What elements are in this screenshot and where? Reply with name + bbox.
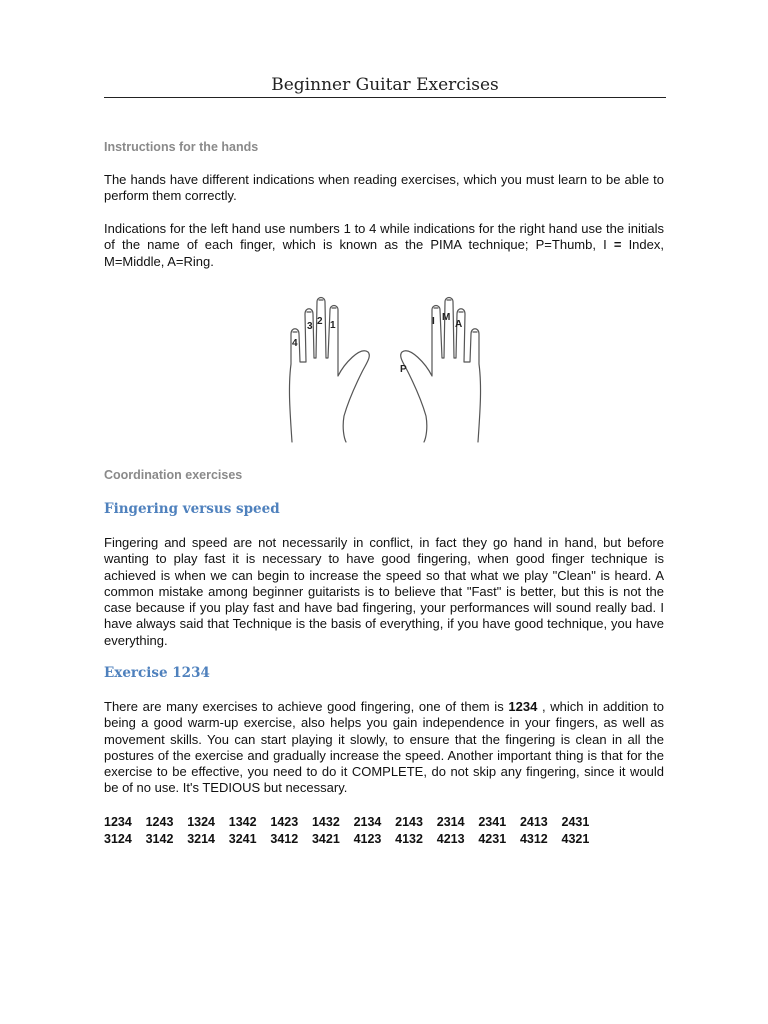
- fingering-combination: 2314: [436, 815, 465, 829]
- fingering-combination: 4132: [395, 832, 423, 846]
- coordination-section-label: Coordination exercises: [104, 468, 243, 482]
- fingering-combination: 4312: [519, 832, 548, 846]
- left-finger-label-1: 1: [330, 320, 336, 331]
- exercise-paragraph-text-b: , which in addition to being a good warm-up exercise, also helps you gain independence in your fingers, as well as movement skills. You can start playing it slowly, to ensure that the fingering is clean in all the postures of the exercise and gradually increase the speed. Another important thing is that for the exercise to be effective, you need to do it COMPLETE, do not skip any fingering, since it would be of no use. It's TEDIOUS but necessary.: [104, 699, 664, 796]
- fingering-speed-heading: Fingering versus speed: [104, 501, 280, 517]
- fingering-combination: 2134: [353, 815, 382, 829]
- fingering-combination: 1324: [187, 815, 215, 829]
- fingering-combination: 2431: [561, 815, 590, 829]
- fingering-combination: 3214: [187, 832, 215, 846]
- fingering-speed-paragraph: Fingering and speed are not necessarily in conflict, in fact they go hand in hand, but before wanting to play fast it is necessary to have good fingering, when good finger technique is achieved is when we can begin to increase the speed so that what we play "Clean" is heard. A common mistake among beginner guitarists is to believe that "Fast" is better, but this is not the case because if you play fast and have bad fingering, your performances will sound really bad. I have always said that Technique is the basis of everything, if you have good technique, you have everything.: [104, 535, 664, 648]
- fingering-combination: 1243: [145, 815, 174, 829]
- fingering-combination: 2143: [395, 815, 423, 829]
- hands-paragraph-2-text-a: Indications for the left hand use numbers 1 to 4 while indications for the right hand use the initials of the name of each finger, which is known as the PIMA technique; P=Thumb, I: [104, 221, 664, 253]
- right-finger-label-a: A: [455, 319, 463, 330]
- hands-paragraph-2: [104, 221, 664, 270]
- exercise-1234-paragraph: [104, 699, 664, 797]
- left-finger-label-4: 4: [292, 338, 298, 349]
- hands-paragraph-2-text-b: Index, M=Middle, A=Ring.: [104, 237, 664, 269]
- fingering-combination: 4123: [353, 832, 382, 846]
- fingering-combination: 4231: [478, 832, 507, 846]
- fingering-combination: 3241: [228, 832, 257, 846]
- fingering-combination: 2341: [478, 815, 507, 829]
- left-finger-label-2: 2: [317, 316, 323, 327]
- fingering-combination: 1342: [228, 815, 257, 829]
- exercise-1234-heading: Exercise 1234: [104, 665, 210, 681]
- right-finger-label-i: I: [432, 316, 435, 327]
- fingering-combination: 1423: [270, 815, 299, 829]
- fingering-combination: 1234: [104, 815, 132, 829]
- right-finger-label-p: P: [400, 364, 407, 375]
- title-underline: [104, 97, 666, 98]
- fingering-combination: 3412: [270, 832, 299, 846]
- left-finger-label-3: 3: [307, 321, 313, 332]
- fingering-combination: 4213: [436, 832, 465, 846]
- fingering-row-1: [104, 814, 664, 831]
- exercise-paragraph-bold-1234: 1234: [508, 699, 538, 714]
- fingering-combination: 4321: [561, 832, 590, 846]
- fingering-combination: 3124: [104, 832, 132, 846]
- hands-paragraph-2-bold: =: [613, 237, 622, 253]
- fingering-combination: 1432: [311, 815, 340, 829]
- fingering-combination: 3142: [145, 832, 174, 846]
- hands-paragraph-1: The hands have different indications when reading exercises, which you must learn to be able to perform them correctly.: [104, 172, 664, 204]
- fingering-row-2: [104, 831, 664, 848]
- right-hand-outline: [401, 298, 481, 443]
- fingering-combinations: [104, 814, 664, 848]
- fingering-combination: 3421: [311, 832, 340, 846]
- hands-finger-illustration: [282, 292, 492, 444]
- fingering-combination: 2413: [519, 815, 548, 829]
- right-finger-label-m: M: [442, 312, 451, 323]
- document-title: Beginner Guitar Exercises: [271, 75, 499, 95]
- exercise-paragraph-text-a: There are many exercises to achieve good fingering, one of them is: [104, 699, 509, 714]
- hands-section-label: Instructions for the hands: [104, 140, 259, 154]
